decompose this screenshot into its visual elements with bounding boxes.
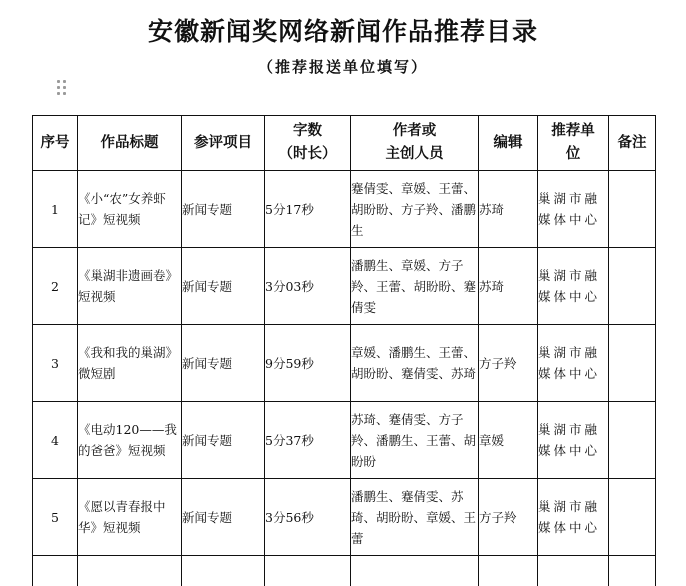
table-row: [33, 171, 656, 248]
document-title: 安徽新闻奖网络新闻作品推荐目录: [0, 12, 686, 48]
header-duration-line1: 字数: [265, 120, 350, 143]
cell-duration: 3分03秒: [265, 248, 351, 325]
cell-unit: 巢湖市融媒体中心: [538, 402, 609, 479]
cell-duration: 9分59秒: [265, 325, 351, 402]
header-category: 参评项目: [182, 116, 265, 171]
cell-unit: 巢湖市融媒体中心: [538, 171, 609, 248]
cell-empty: [33, 556, 78, 586]
table-header-row: [33, 116, 656, 171]
cell-no: 5: [33, 479, 78, 556]
header-author: [351, 116, 479, 171]
cell-unit: 巢湖市融媒体中心: [538, 479, 609, 556]
header-title: 作品标题: [78, 116, 182, 171]
cell-title: 《巢湖非遗画卷》短视频: [78, 248, 182, 325]
cell-editor: 方子羚: [479, 479, 538, 556]
cell-no: 1: [33, 171, 78, 248]
cell-authors: 蹇倩雯、章媛、王蕾、胡盼盼、方子羚、潘鹏生: [351, 171, 479, 248]
cell-authors: 苏琦、蹇倩雯、方子羚、潘鹏生、王蕾、胡盼盼: [351, 402, 479, 479]
cell-unit: 巢湖市融媒体中心: [538, 248, 609, 325]
cell-remark: [609, 248, 656, 325]
cell-empty: [265, 556, 351, 586]
header-unit-line1: 推荐单: [538, 120, 608, 143]
cell-empty: [182, 556, 265, 586]
cell-category: 新闻专题: [182, 325, 265, 402]
cell-remark: [609, 479, 656, 556]
header-duration-line2: （时长）: [265, 143, 350, 166]
header-editor: 编辑: [479, 116, 538, 171]
table-drag-handle-icon[interactable]: [57, 80, 67, 96]
cell-empty: [78, 556, 182, 586]
cell-empty: [479, 556, 538, 586]
table-row: [33, 479, 656, 556]
cell-duration: 5分37秒: [265, 402, 351, 479]
cell-remark: [609, 325, 656, 402]
cell-empty: [538, 556, 609, 586]
cell-title: 《愿以青春报中华》短视频: [78, 479, 182, 556]
cell-editor: 苏琦: [479, 171, 538, 248]
cell-editor: 方子羚: [479, 325, 538, 402]
table-row: [33, 325, 656, 402]
cell-remark: [609, 171, 656, 248]
cell-unit: 巢湖市融媒体中心: [538, 325, 609, 402]
cell-title: 《电动120——我的爸爸》短视频: [78, 402, 182, 479]
cell-empty: [609, 556, 656, 586]
cell-category: 新闻专题: [182, 479, 265, 556]
header-unit-line2: 位: [538, 143, 608, 166]
document-subtitle: （推荐报送单位填写）: [0, 56, 686, 77]
cell-no: 4: [33, 402, 78, 479]
cell-no: 2: [33, 248, 78, 325]
header-unit: [538, 116, 609, 171]
cell-authors: 章媛、潘鹏生、王蕾、胡盼盼、蹇倩雯、苏琦: [351, 325, 479, 402]
cell-empty: [351, 556, 479, 586]
cell-duration: 3分56秒: [265, 479, 351, 556]
cell-duration: 5分17秒: [265, 171, 351, 248]
table-row: [33, 402, 656, 479]
cell-category: 新闻专题: [182, 402, 265, 479]
header-no: 序号: [33, 116, 78, 171]
header-author-line1: 作者或: [351, 120, 478, 143]
cell-authors: 潘鹏生、章媛、方子羚、王蕾、胡盼盼、蹇倩雯: [351, 248, 479, 325]
cell-authors: 潘鹏生、蹇倩雯、苏琦、胡盼盼、章媛、王蕾: [351, 479, 479, 556]
table-row-empty: [33, 556, 656, 586]
cell-title: 《小“农”女养虾记》短视频: [78, 171, 182, 248]
header-remark: 备注: [609, 116, 656, 171]
cell-title: 《我和我的巢湖》微短剧: [78, 325, 182, 402]
header-duration: [265, 116, 351, 171]
cell-category: 新闻专题: [182, 171, 265, 248]
header-author-line2: 主创人员: [351, 143, 478, 166]
recommendation-table: [32, 115, 656, 586]
cell-remark: [609, 402, 656, 479]
cell-no: 3: [33, 325, 78, 402]
cell-editor: 苏琦: [479, 248, 538, 325]
cell-category: 新闻专题: [182, 248, 265, 325]
cell-editor: 章媛: [479, 402, 538, 479]
table-row: [33, 248, 656, 325]
